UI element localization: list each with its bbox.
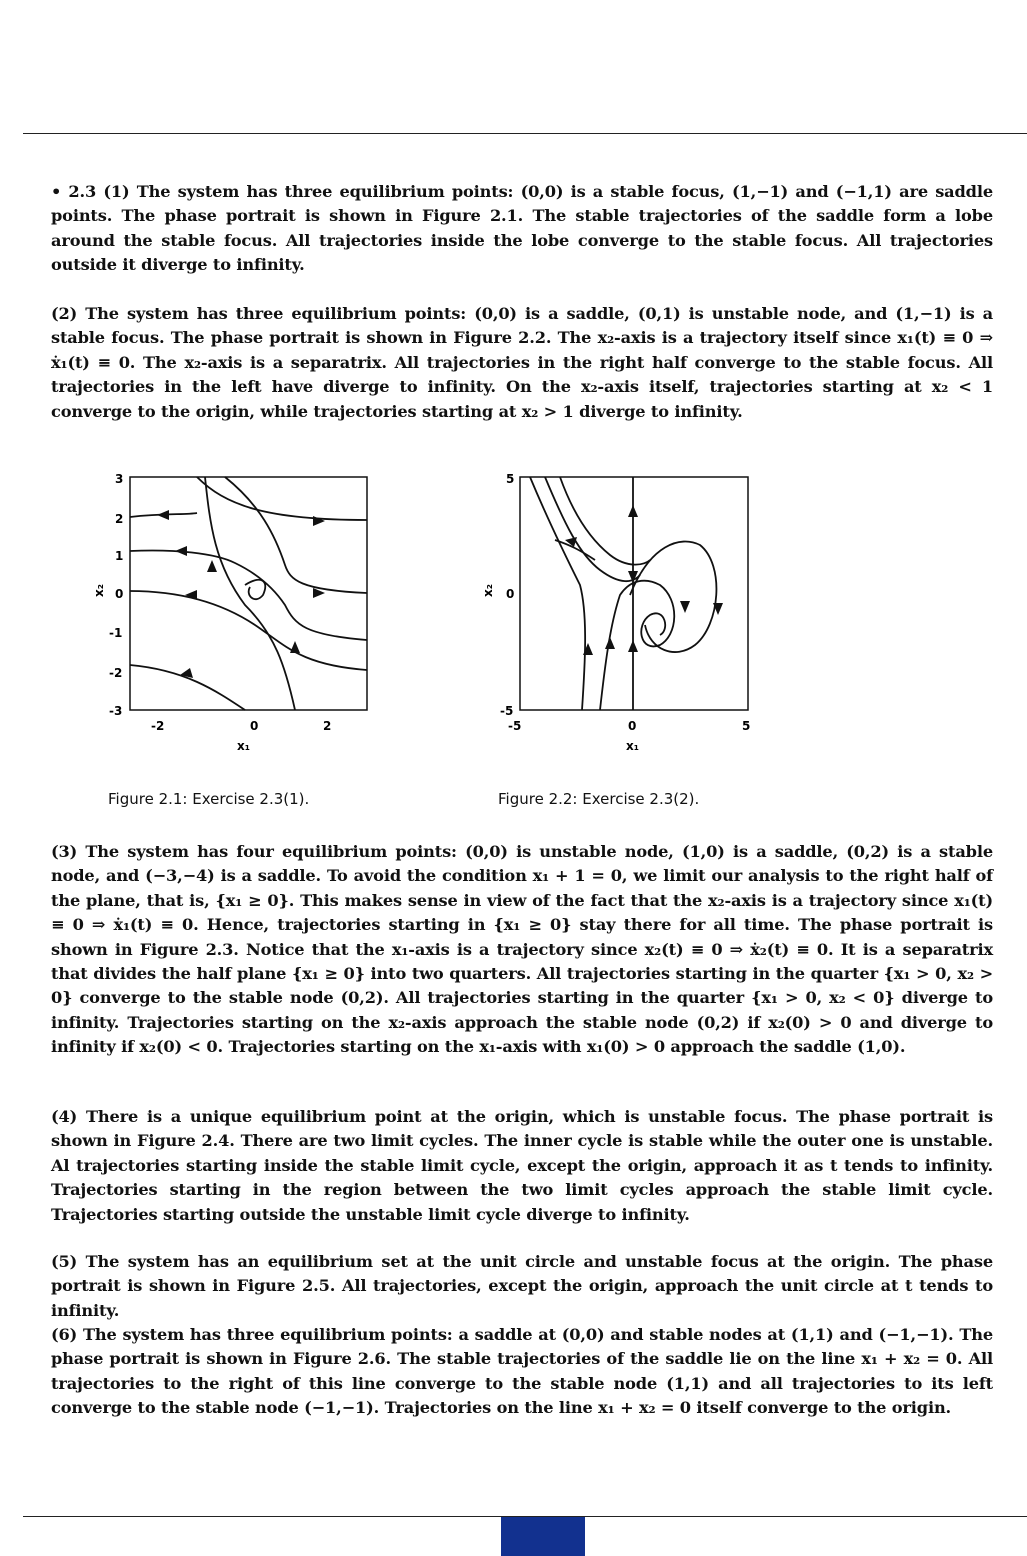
ytick-label: 0 — [115, 587, 124, 601]
ytick-label: -3 — [109, 704, 123, 718]
paragraph-2-3-4: (4) There is a unique equilibrium point at the origin, which is unstable focus. The phase portrait is shown in Figure 2.4. There are two limit cycles. The inner cycle is stable while the outer one is unstable. Al trajectories starting inside the stable limit cycle, except the origin, approach it as t tends to infinity. Trajectories starting in the region between the two limit cycles approach the stable limit cycle. Trajectories starting outside the unstable limit cycle diverge to infinity. — [51, 1107, 993, 1224]
xtick-label: 0 — [250, 719, 259, 733]
y-axis-label: x₂ — [481, 584, 495, 597]
x-axis-label: x₁ — [237, 739, 250, 753]
page-number-tab — [501, 1517, 585, 1556]
header-rule — [23, 133, 1027, 134]
ytick-label: 1 — [115, 549, 124, 563]
figure-2-1-phase-portrait — [85, 465, 385, 765]
paragraph-2-3-6: (6) The system has three equilibrium points: a saddle at (0,0) and stable nodes at (1,1) and (−1,−1). The phase portrait is shown in Figure 2.6. The stable trajectories of the saddle lie on the line x₁ + x₂ = 0. All trajectories to the right of this line converge to the stable node (1,1) and all trajectories to its left converge to the stable node (−1,−1). Trajectories on the line x₁ + x₂ = 0 itself converge to the origin. — [51, 1325, 993, 1418]
figure-2-2-caption: Figure 2.2: Exercise 2.3(2). — [498, 790, 700, 808]
xtick-label: 5 — [742, 719, 751, 733]
paragraph-2-3-3: (3) The system has four equilibrium points: (0,0) is unstable node, (1,0) is a saddle, (0,2) is a stable node, and (−3,−4) is a saddle. To avoid the condition x₁ + 1 = 0, we limit our analysis to the right half of the plane, that is, {x₁ ≥ 0}. This makes sense in view of the fact that the x₂-axis is a trajectory since x₁(t) ≡ 0 ⇒ ẋ₁(t) ≡ 0. Hence, trajectories starting in {x₁ ≥ 0} stay there for all time. The phase portrait is shown in Figure 2.3. Notice that the x₁-axis is a trajectory since x₂(t) ≡ 0 ⇒ ẋ₂(t) ≡ 0. It is a separatrix that divides the half plane {x₁ ≥ 0} into two quarters. All trajectories starting in the quarter {x₁ > 0, x₂ > 0} converge to the stable node (0,2). All trajectories starting in the quarter {x₁ > 0, x₂ < 0} diverge to infinity. Trajectories starting on the x₂-axis approach the stable node (0,2) if x₂(0) > 0 and diverge to infinity if x₂(0) < 0. Trajectories starting on the x₁-axis with x₁(0) > 0 approach the saddle (1,0). — [51, 842, 993, 1057]
xtick-label: 0 — [628, 719, 637, 733]
ytick-label: -5 — [500, 704, 514, 718]
ytick-label: -2 — [109, 666, 123, 680]
ytick-label: 0 — [506, 587, 515, 601]
ytick-label: 2 — [115, 512, 124, 526]
paragraph-2-3-1: • 2.3 (1) The system has three equilibrium points: (0,0) is a stable focus, (1,−1) and (−1,1) are saddle points. The phase portrait is shown in Figure 2.1. The stable trajectories of the saddle form a lobe around the stable focus. All trajectories inside the lobe converge to the stable focus. All trajectories outside it diverge to infinity. — [51, 182, 993, 275]
ytick-label: 5 — [506, 472, 515, 486]
xtick-label: 2 — [323, 719, 332, 733]
xtick-label: -2 — [151, 719, 165, 733]
x-axis-label: x₁ — [626, 739, 639, 753]
xtick-label: -5 — [508, 719, 522, 733]
paragraph-2-3-5: (5) The system has an equilibrium set at the unit circle and unstable focus at the origin. The phase portrait is shown in Figure 2.5. All trajectories, except the origin, approach the unit circle at t tends to infinity. — [51, 1252, 993, 1320]
ytick-label: -1 — [109, 626, 123, 640]
paragraph-2-3-2: (2) The system has three equilibrium points: (0,0) is a saddle, (0,1) is unstable node, and (1,−1) is a stable focus. The phase portrait is shown in Figure 2.2. The x₂-axis is a trajectory itself since x₁(t) ≡ 0 ⇒ ẋ₁(t) ≡ 0. The x₂-axis is a separatrix. All trajectories in the right half converge to the stable focus. All trajectories in the left have diverge to infinity. On the x₂-axis itself, trajectories starting at x₂ < 1 converge to the origin, while trajectories starting at x₂ > 1 diverge to infinity. — [51, 304, 993, 421]
trajectory-curves — [530, 477, 716, 710]
direction-arrows — [157, 510, 325, 678]
figure-2-2-phase-portrait — [470, 465, 770, 765]
y-axis-label: x₂ — [92, 584, 106, 597]
figure-2-1-caption: Figure 2.1: Exercise 2.3(1). — [108, 790, 310, 808]
ytick-label: 3 — [115, 472, 124, 486]
